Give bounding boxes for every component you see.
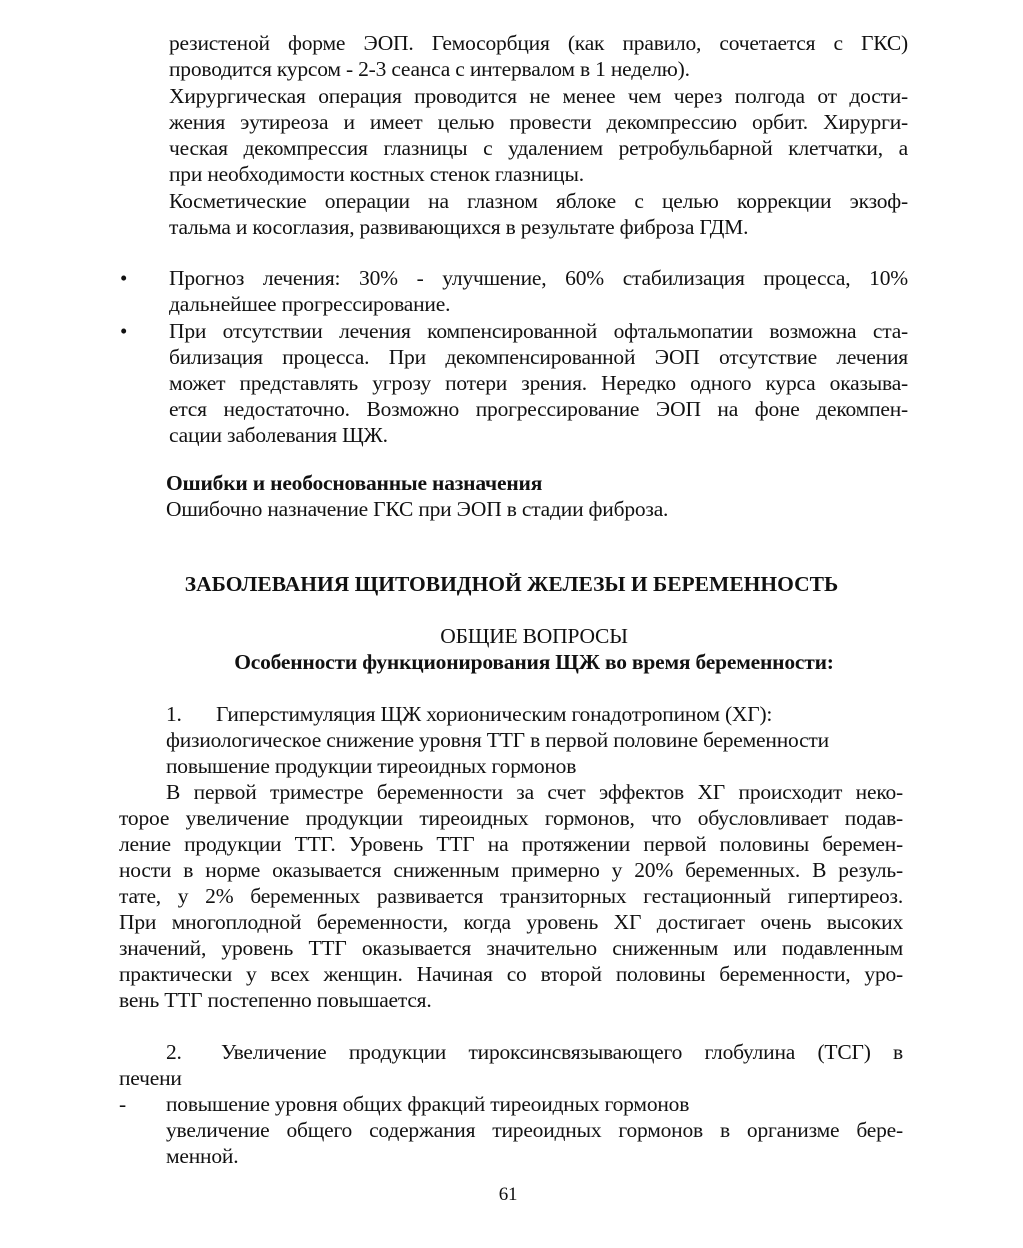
item-number: 2.	[166, 1040, 182, 1064]
text-line: Хирургическая операция проводится не менее чем через полгода от дости-	[169, 84, 908, 108]
text-line: практически у всех женщин. Начиная со второй половины беременности, уро-	[119, 962, 903, 986]
text-line: менной.	[166, 1144, 239, 1168]
text-line: проводится курсом - 2-3 сеанса с интервалом в 1 неделю).	[169, 57, 690, 81]
chapter-title: ЗАБОЛЕВАНИЯ ЩИТОВИДНОЙ ЖЕЛЕЗЫ И БЕРЕМЕННОСТЬ	[184, 572, 839, 596]
text-line: жения эутиреоза и имеет целью провести декомпрессию орбит. Хирурги-	[169, 110, 908, 134]
bullet-text: билизация процесса. При декомпенсированной ЭОП отсутствие лечения	[169, 345, 908, 369]
text-line: при необходимости костных стенок глазницы.	[169, 162, 584, 186]
text-line: ческая декомпрессия глазницы с удалением ретробульбарной клетчатки, а	[169, 136, 908, 160]
text-line: повышение продукции тиреоидных гормонов	[166, 754, 577, 778]
bullet-text: может представлять угрозу потери зрения. Нередко одного курса оказыва-	[169, 371, 908, 395]
text-line: В первой триместре беременности за счет эффектов ХГ происходит неко-	[166, 780, 903, 804]
item-title: Увеличение продукции тироксинсвязывающего глобулина (ТСГ) в	[221, 1040, 903, 1064]
text-line: тате, у 2% беременных развивается транзиторных гестационный гипертиреоз.	[119, 884, 903, 908]
text-line: повышение уровня общих фракций тиреоидных гормонов	[166, 1092, 690, 1116]
text-line: ление продукции ТТГ. Уровень ТТГ на протяжении первой половины беремен-	[119, 832, 903, 856]
bullet-text: сации заболевания ЩЖ.	[169, 423, 388, 447]
text-line: значений, уровень ТТГ оказывается значительно сниженным или подавленным	[119, 936, 903, 960]
text-line: тальма и косоглазия, развивающихся в результате фиброза ГДМ.	[169, 215, 749, 239]
text-line: При многоплодной беременности, когда уровень ХГ достигает очень высоких	[119, 910, 903, 934]
text-line: ности в норме оказывается сниженным примерно у 20% беременных. В резуль-	[119, 858, 903, 882]
bullet-text: дальнейшее прогрессирование.	[169, 292, 451, 316]
bullet-text: Прогноз лечения: 30% - улучшение, 60% стабилизация процесса, 10%	[169, 266, 908, 290]
text-line: увеличение общего содержания тиреоидных гормонов в организме бере-	[166, 1118, 903, 1142]
text-line: вень ТТГ постепенно повышается.	[119, 988, 432, 1012]
subtitle: Особенности функционирования ЩЖ во время беременности:	[234, 650, 834, 674]
bullet-marker: •	[120, 266, 128, 290]
item-title: Гиперстимуляция ЩЖ хорионическим гонадотропином (ХГ):	[216, 702, 773, 726]
bullet-text: ется недостаточно. Возможно прогрессирование ЭОП на фоне декомпен-	[169, 397, 908, 421]
text-line: физиологическое снижение уровня ТТГ в первой половине беременности	[166, 728, 829, 752]
text-line: Косметические операции на глазном яблоке с целью коррекции экзоф-	[169, 189, 908, 213]
general-title: ОБЩИЕ ВОПРОСЫ	[440, 624, 628, 648]
text-line: печени	[119, 1066, 182, 1090]
page-number: 61	[498, 1184, 518, 1205]
bullet-text: При отсутствии лечения компенсированной офтальмопатии возможна ста-	[169, 319, 908, 343]
section-heading: Ошибки и необоснованные назначения	[166, 471, 543, 495]
text-line: торое увеличение продукции тиреоидных гормонов, что обусловливает подав-	[119, 806, 903, 830]
section-text: Ошибочно назначение ГКС при ЭОП в стадии фиброза.	[166, 497, 669, 521]
dash-marker: -	[119, 1092, 126, 1116]
bullet-marker: •	[120, 319, 128, 343]
text-line: резистеной форме ЭОП. Гемосорбция (как правило, сочетается с ГКС)	[169, 31, 908, 55]
item-number: 1.	[166, 702, 182, 726]
